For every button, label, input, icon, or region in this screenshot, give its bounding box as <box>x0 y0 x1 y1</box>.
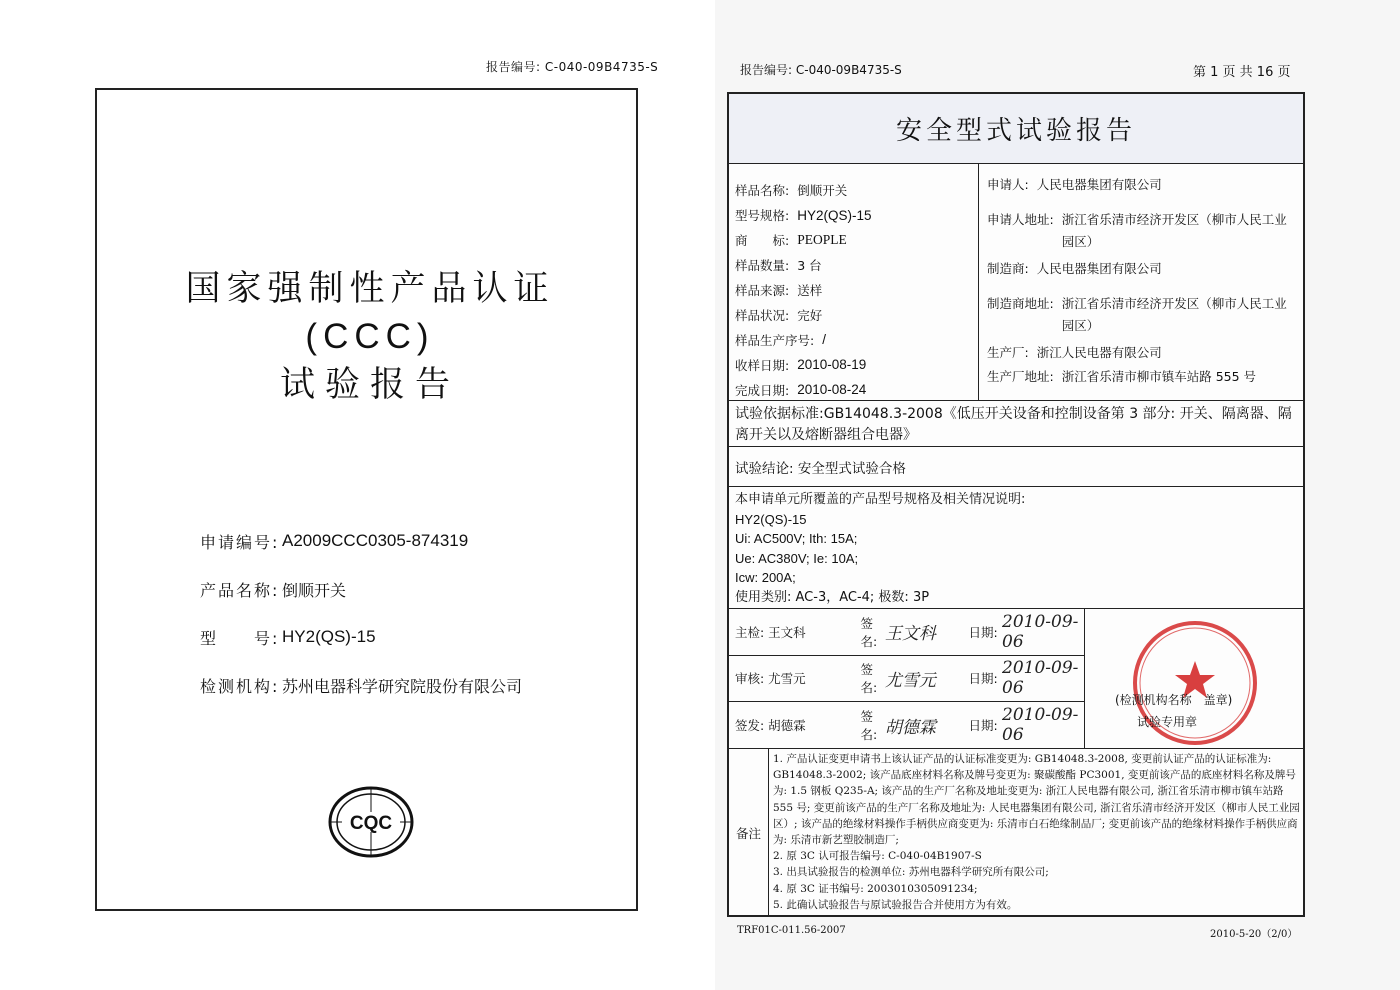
cover-field-value: 倒顺开关 <box>282 580 347 600</box>
signature-row-reviewer <box>729 656 1084 703</box>
cqc-logo-icon <box>328 786 414 858</box>
cover-field-value: HY2(QS)-15 <box>282 627 376 646</box>
signature-row-inspector <box>729 609 1084 656</box>
cover-field-application-no <box>200 517 522 565</box>
cover-report-number: 报告编号: C-040-09B4735-S <box>486 60 659 74</box>
sample-key: 型号规格: <box>735 208 790 224</box>
sample-value: 送样 <box>797 283 823 298</box>
handwritten-signature: 尤雪元 <box>884 670 936 691</box>
date-label: 日期: <box>968 624 998 640</box>
test-conclusion: 试验结论: 安全型式试验合格 <box>729 447 1303 487</box>
sample-value: 2010-08-19 <box>797 357 867 373</box>
handwritten-signature: 胡德霖 <box>884 717 936 738</box>
info-block <box>729 164 1303 401</box>
party-key: 制造商地址: <box>987 296 1054 311</box>
signer-role: 主检: 王文科 <box>735 624 806 640</box>
model-line: Ui: AC500V; Ith: 15A; <box>735 531 858 546</box>
signature-label: 签名: <box>860 709 878 743</box>
party-row <box>987 258 1298 280</box>
cqc-logo-text: CQC <box>349 813 393 834</box>
handwritten-date: 2010-09-06 <box>1002 705 1079 746</box>
sample-value: / <box>822 332 826 348</box>
handwritten-date: 2010-09-06 <box>1002 658 1079 699</box>
sample-row <box>735 228 978 253</box>
party-key: 申请人地址: <box>987 212 1054 227</box>
sample-row <box>735 302 978 327</box>
report-title: 安全型式试验报告 <box>729 94 1303 164</box>
handwritten-signature: 王文科 <box>884 624 936 645</box>
party-value: 浙江省乐清市经济开发区（柳市人民工业园区） <box>1061 212 1287 249</box>
model-line: 本申请单元所覆盖的产品型号规格及相关情况说明: <box>735 492 1026 507</box>
party-value: 浙江省乐清市经济开发区（柳市人民工业园区） <box>1061 296 1287 333</box>
party-row <box>987 366 1298 388</box>
sample-value: 2010-08-24 <box>797 382 867 398</box>
model-line: Ue: AC380V; Ie: 10A; <box>735 550 859 566</box>
sample-row <box>735 352 978 377</box>
model-coverage <box>729 487 1303 609</box>
sample-key: 完成日期: <box>735 382 790 398</box>
sample-row <box>735 203 978 228</box>
party-key: 申请人: <box>987 177 1029 192</box>
signature-rows <box>729 609 1085 748</box>
model-line: Icw: 200A; <box>735 570 796 585</box>
remark-item: 4. 原 3C 证书编号: 2003010305091234; <box>773 882 978 895</box>
party-row <box>987 209 1298 253</box>
sample-value: PEOPLE <box>797 232 847 248</box>
remarks-label: 备注 <box>729 749 769 917</box>
sample-key: 样品来源: <box>735 283 790 298</box>
signature-row-approver <box>729 702 1084 749</box>
report-page <box>715 0 1400 990</box>
report-number: 报告编号: C-040-09B4735-S <box>740 63 902 77</box>
cover-field-label: 检测机构: <box>200 676 280 696</box>
sample-row <box>735 377 978 402</box>
remarks-section <box>729 749 1303 917</box>
remark-item: 3. 出具试验报告的检测单位: 苏州电器科学研究所有限公司; <box>773 866 1049 879</box>
seal-area <box>1085 609 1307 748</box>
cover-title-line2: (CCC) <box>305 317 435 356</box>
sample-key: 商 标: <box>735 233 790 249</box>
party-value: 人民电器集团有限公司 <box>1036 261 1162 276</box>
sample-info <box>729 164 979 400</box>
party-key: 生产厂地址: <box>987 369 1054 384</box>
sample-row <box>735 178 978 203</box>
signature-label: 签名: <box>860 662 878 696</box>
model-line: HY2(QS)-15 <box>735 511 807 527</box>
party-value: 浙江人民电器有限公司 <box>1036 345 1162 360</box>
form-date: 2010-5-20（2/0） <box>1210 929 1298 940</box>
remarks-body <box>769 751 1303 913</box>
sample-value: 倒顺开关 <box>797 183 848 199</box>
cover-title-line3: 试验报告 <box>279 365 460 405</box>
sample-row <box>735 253 978 278</box>
form-code: TRF01C-011.56-2007 <box>737 925 846 936</box>
remark-item: 2. 原 3C 认可报告编号: C-040-04B1907-S <box>773 850 982 863</box>
cover-field-value: A2009CCC0305-874319 <box>282 531 469 550</box>
seal-caption: (检测机构名称 盖章) <box>1115 693 1233 707</box>
remark-item: 1. 产品认证变更申请书上该认证产品的认证标准变更为: GB14048.3-2008, 变更前认证产品的认证标准为: GB14048.3-2002; 该产品底座材料名称及牌号变更为: 聚碳酸酯 PC3001, 变更前该产品的底座材料名称及牌号为: 1.5 钢板 Q235-A; 该产品的生产厂名称及地址变更为: 浙江人民电器有限公司, 浙江省乐清市柳市镇车站路 555 号; 变更前该产品的生产厂名称及地址为: 人民电器集团有限公司, 浙江省乐清市经济开发区（柳市人民工业园区）; 该产品的绝缘材料操作手柄供应商变更为: 乐清市白石绝缘制品厂; 变更前该产品的绝缘材料操作手柄供应商为: 乐清市新艺塑胶制造厂; <box>773 753 1300 847</box>
party-key: 生产厂: <box>987 345 1029 360</box>
party-value: 人民电器集团有限公司 <box>1036 177 1162 192</box>
sample-value: 3 台 <box>797 258 822 274</box>
sample-row <box>735 327 978 352</box>
signer-role: 审核: 尤雪元 <box>735 671 806 687</box>
cover-field-value: 苏州电器科学研究院股份有限公司 <box>282 676 523 696</box>
sample-key: 样品名称: <box>735 183 790 199</box>
party-row <box>987 342 1298 364</box>
remark-item: 5. 此确认试验报告与原试验报告合并使用方为有效。 <box>773 898 1018 911</box>
page-number: 第 1 页 共 16 页 <box>1193 65 1291 80</box>
party-row <box>987 293 1298 337</box>
sample-row <box>735 278 978 303</box>
handwritten-date: 2010-09-06 <box>1002 611 1079 652</box>
cover-fields <box>200 517 522 709</box>
seal-subtitle: 试验专用章 <box>1137 715 1198 729</box>
party-row <box>987 174 1298 196</box>
sample-key: 样品生产序号: <box>735 332 815 348</box>
test-standard: 试验依据标准:GB14048.3-2008《低压开关设备和控制设备第 3 部分: 开关、隔离器、隔离开关以及熔断器组合电器》 <box>729 401 1303 447</box>
cover-field-label: 型 号: <box>200 628 280 648</box>
sample-key: 样品状况: <box>735 307 790 323</box>
cover-title <box>0 265 740 409</box>
date-label: 日期: <box>968 718 998 734</box>
party-info <box>979 164 1304 400</box>
cover-field-label: 申请编号: <box>200 532 280 552</box>
cover-title-line1: 国家强制性产品认证 <box>185 269 555 309</box>
cover-field-label: 产品名称: <box>200 580 280 600</box>
sample-value: 完好 <box>797 307 823 323</box>
cover-field-test-lab <box>200 661 522 709</box>
cover-field-product-name <box>200 565 522 613</box>
sample-key: 样品数量: <box>735 258 790 274</box>
sample-value: HY2(QS)-15 <box>797 207 872 223</box>
signature-label: 签名: <box>860 615 878 649</box>
party-key: 制造商: <box>987 261 1029 276</box>
cover-field-model <box>200 613 522 661</box>
model-line: 使用类别: AC-3，AC-4; 极数: 3P <box>735 589 930 605</box>
signature-block <box>729 609 1303 749</box>
signer-role: 签发: 胡德霖 <box>735 718 806 734</box>
date-label: 日期: <box>968 671 998 687</box>
party-value: 浙江省乐清市柳市镇车站路 555 号 <box>1061 369 1257 384</box>
sample-key: 收样日期: <box>735 357 790 373</box>
report-frame <box>727 92 1305 917</box>
